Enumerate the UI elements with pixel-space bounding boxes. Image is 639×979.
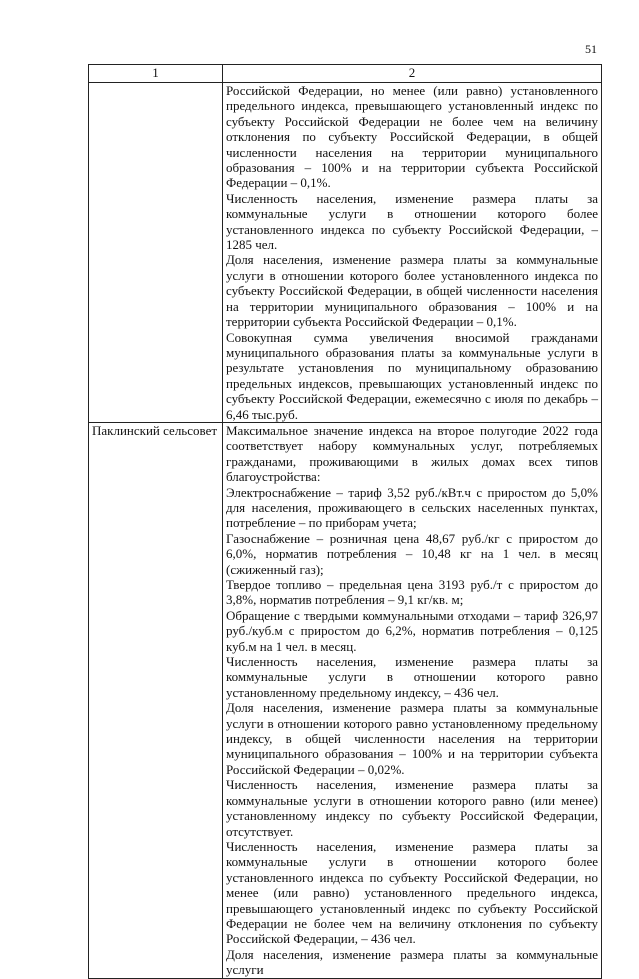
paragraph: Совокупная сумма увеличения вносимой гражданами муниципального образования платы за коммунальные услуги в результате установления по муниципальному образованию предельных индексов, превышающих установленный индекс по субъекту Российской Федерации, ежемесячно с июля по декабрь – 6,46 тыс.руб. [226,329,598,422]
paragraph: Газоснабжение – розничная цена 48,67 руб./кг с приростом до 6,0%, норматив потребления – 10,48 кг на 1 чел. в месяц (сжиженный газ); [226,530,598,577]
page-number: 51 [585,42,597,56]
paragraph: Электроснабжение – тариф 3,52 руб./кВт.ч с приростом до 5,0% для населения, проживающего в сельских населенных пунктах, потребление – по приборам учета; [226,484,598,531]
paragraph: Российской Федерации, но менее (или равно) установленного предельного индекса, превышающего установленный индекс по субъекту Российской Федерации не более чем на величину отклонения по субъекту Российской Федерации, в общей численности населения на территории муниципального образования – 100% и на территории субъекта Российской Федерации – 0,1%. [226,83,598,191]
table-row [89,422,602,978]
table-header-row [89,65,602,83]
paragraph: Численность населения, изменение размера платы за коммунальные услуги в отношении которого более установленного индекса по субъекту Российской Федерации, – 1285 чел. [226,190,598,253]
paragraph: Численность населения, изменение размера платы за коммунальные услуги в отношении которого равно установленному предельному индексу, – 436 чел. [226,654,598,700]
paragraph: Максимальное значение индекса на второе полугодие 2022 года соответствует набору коммунальных услуг, потребляемых гражданами, проживающими в жилых домах всех типов благоустройства: [226,422,598,485]
paragraph: Доля населения, изменение размера платы за коммунальные услуги в отношении которого равно установленному предельному индексу, в общей численности населения на территории муниципального образования – 100% и на территории субъекта Российской Федерации – 0,02%. [226,700,598,777]
municipality-name-cell: Паклинский сельсовет [89,422,223,978]
column-header-2: 2 [223,65,602,83]
document-table [88,64,602,979]
table-row [89,83,602,423]
paragraph: Твердое топливо – предельная цена 3193 руб./т с приростом до 3,8%, норматив потребления – 9,1 кг/кв. м; [226,577,598,608]
paragraph: Численность населения, изменение размера платы за коммунальные услуги в отношении которого более установленного индекса по субъекту Российской Федерации, но менее (или равно) установленного предельного индекса, превышающего установленный индекс по субъекту Российской Федерации не более чем на величину отклонения по субъекту Российской Федерации, – 436 чел. [226,838,598,947]
paragraph: Обращение с твердыми коммунальными отходами – тариф 326,97 руб./куб.м с приростом до 6,2%, норматив потребления – 0,125 куб.м на 1 чел. в месяц. [226,607,598,654]
paragraph: Доля населения, изменение размера платы за коммунальные услуги [226,946,598,978]
municipality-name-cell [89,83,223,423]
paragraph: Доля населения, изменение размера платы за коммунальные услуги в отношении которого более установленного индекса по субъекту Российской Федерации, в общей численности населения на территории муниципального образования – 100% и на территории субъекта Российской Федерации – 0,1%. [226,252,598,330]
description-cell [223,83,602,423]
column-header-1: 1 [89,65,223,83]
description-cell [223,422,602,978]
paragraph: Численность населения, изменение размера платы за коммунальные услуги в отношении которого равно (или менее) установленному индексу по субъекту Российской Федерации, отсутствует. [226,777,598,839]
